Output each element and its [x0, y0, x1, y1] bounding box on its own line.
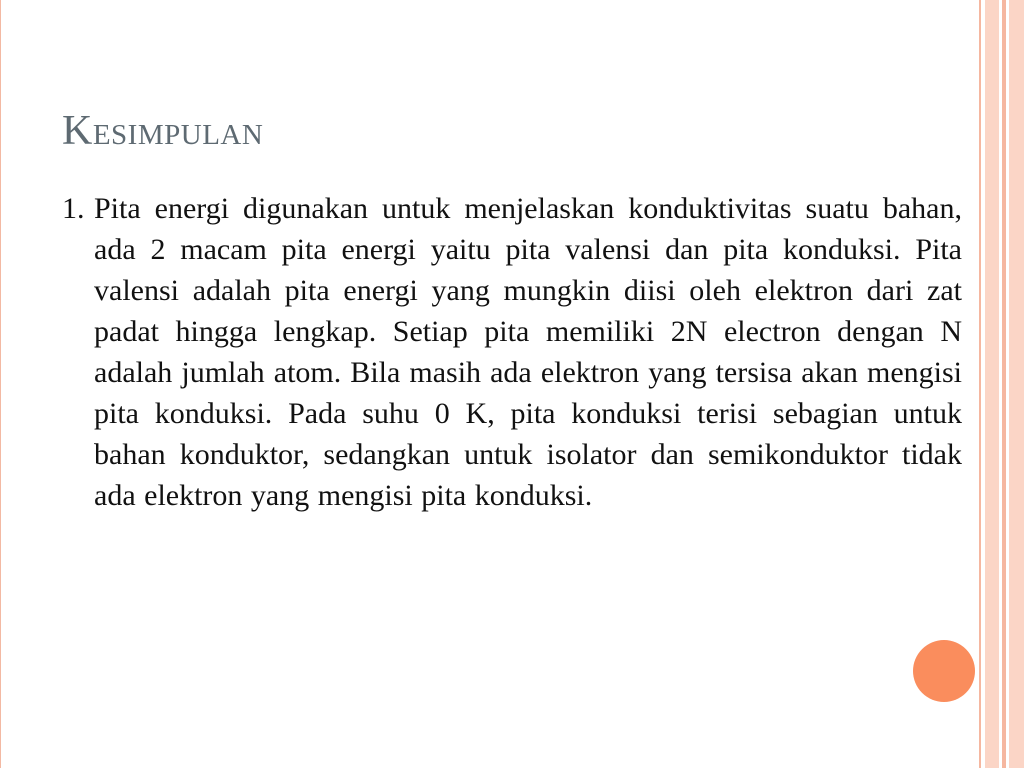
content-list [62, 188, 962, 516]
list-item-text: Pita energi digunakan untuk menjelaskan konduktivitas suatu bahan, ada 2 macam pita energi yaitu pita valensi dan pita konduksi. Pita valensi adalah pita energi yang mungkin diisi oleh elektron dari zat padat hingga lengkap. Setiap pita memiliki 2N electron dengan N adalah jumlah atom. Bila masih ada elektron yang tersisa akan mengisi pita konduksi. Pada suhu 0 K, pita konduksi terisi sebagian untuk bahan konduktor, sedangkan untuk isolator dan semikonduktor tidak ada elektron yang mengisi pita konduksi. [94, 192, 962, 512]
decorative-stripe [979, 0, 981, 768]
list-item [62, 188, 962, 516]
slide-title: Kesimpulan [62, 108, 264, 154]
decorative-stripe [1002, 0, 1006, 768]
decorative-circle [913, 640, 975, 702]
list-item-number: 1. [62, 192, 85, 225]
left-border-line [0, 0, 1, 768]
decorative-stripe [985, 0, 999, 768]
decorative-stripe [1009, 0, 1024, 768]
